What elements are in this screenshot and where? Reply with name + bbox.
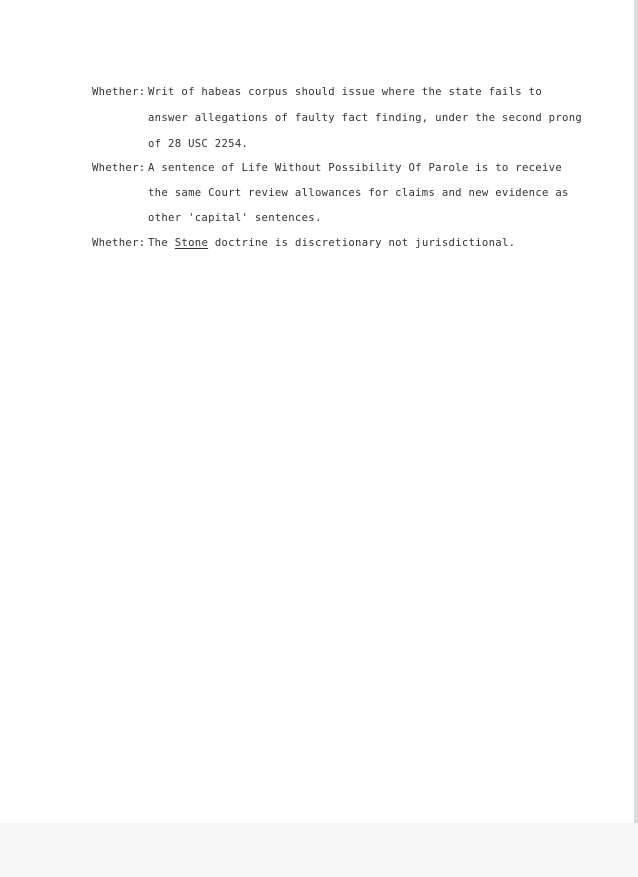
question-1-line-3: of 28 USC 2254.	[148, 138, 249, 150]
question-1-line-2: answer allegations of faulty fact finding, under the second prong	[148, 112, 583, 124]
question-2-line-1: A sentence of Life Without Possibility Of Parole is to receive	[148, 162, 563, 174]
question-3-suffix: doctrine is discretionary not jurisdictional.	[214, 237, 516, 249]
scanner-bed-margin	[0, 823, 638, 877]
question-2-line-2: the same Court review allowances for claims and new evidence as	[148, 187, 569, 199]
case-name-stone: Stone	[174, 237, 209, 249]
question-2-line-3: other 'capital' sentences.	[148, 212, 322, 224]
question-3-prefix: The	[148, 237, 169, 249]
question-1-line-1: Writ of habeas corpus should issue where the state fails to	[148, 86, 542, 98]
sheet-right-edge	[634, 0, 638, 823]
question-2-label: Whether:	[92, 162, 146, 174]
question-3-line-1	[148, 236, 515, 250]
question-3-label: Whether:	[92, 237, 146, 249]
question-1-label: Whether:	[92, 86, 146, 98]
